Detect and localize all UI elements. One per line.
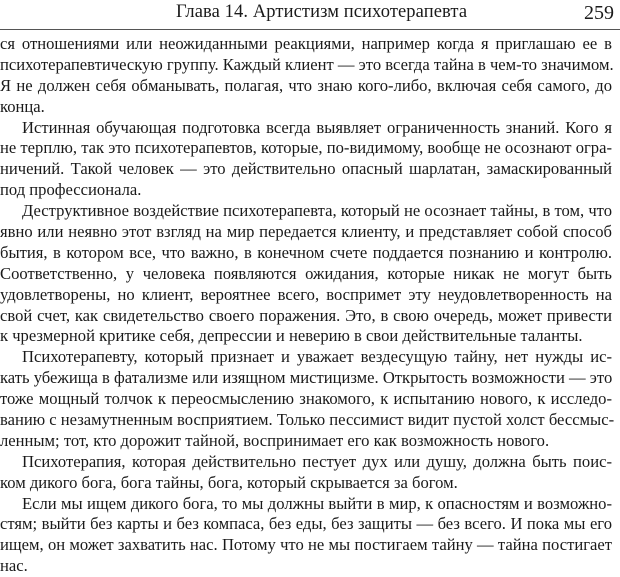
text-line: свой счет, как свидетельство своего поражения. Это, в свою очередь, может привести	[0, 305, 612, 325]
text-line: ищем, он может захватить нас. Потому что не мы постигаем тайну — тайна постигает	[0, 535, 612, 555]
text-line: к чрезмерной критике себя, депрессии и неверию в свои действительные таланты.	[0, 326, 583, 346]
header-rule	[0, 29, 620, 30]
text-line: Деструктивное воздействие психотерапевта, который не осознает тайны, в том, что	[22, 201, 612, 221]
body-text	[0, 34, 620, 577]
text-line: конца.	[0, 96, 45, 116]
chapter-title: Глава 14. Артистизм психотерапевта	[176, 2, 468, 22]
running-header	[0, 2, 620, 28]
text-line: ванию с незамутненным восприятием. Только пессимист видит пустой холст бессмыс-	[0, 410, 615, 430]
text-line: Истинная обучающая подготовка всегда выявляет ограниченность знаний. Кого я	[22, 117, 612, 137]
text-line: ленным; тот, кто дорожит тайной, воспринимает его как возможность нового.	[0, 430, 550, 450]
text-line: ничений. Такой человек — это действительно опасный шарлатан, замаскированный	[0, 159, 612, 179]
text-line: не терплю, так это психотерапевтов, которые, по-видимому, вообще не осознают огра-	[0, 138, 612, 158]
text-line: удовлетворены, но клиент, вероятнее всего, воспримет эту неудовлетворенность на	[0, 284, 612, 304]
text-line: Психотерапия, которая действительно пестует дух или душу, должна быть поис-	[22, 451, 612, 471]
text-line: кать убежища в фатализме или изящном мистицизме. Открытость возможности — это	[0, 368, 613, 388]
text-line: Я не должен себя обманывать, полагая, что знаю кого-либо, включая себя самого, до	[0, 75, 612, 95]
text-line: Если мы ищем дикого бога, то мы должны выйти в мир, к опасностям и возможно-	[22, 493, 612, 513]
text-line: нас.	[0, 556, 28, 576]
text-line: Соответственно, у человека появляются ожидания, которые никак не могут быть	[0, 263, 612, 283]
text-line: под профессионала.	[0, 180, 142, 200]
text-line: ком дикого бога, бога тайны, бога, который скрывается за богом.	[0, 472, 458, 492]
text-line: психотерапевтическую группу. Каждый клиент — это всегда тайна в чем-то значимом.	[0, 54, 614, 74]
text-line: стям; выйти без карты и без компаса, без еды, без защиты — без всего. И пока мы его	[0, 514, 612, 534]
text-line: ся отношениями или неожиданными реакциями, например когда я приглашаю ее в	[0, 34, 612, 53]
page-number: 259	[584, 2, 614, 24]
text-line: Психотерапевту, который признает и уважает вездесущую тайну, нет нужды ис-	[22, 347, 612, 367]
text-line: явно или неявно этот взгляд на мир передается клиенту, и представляет собой способ	[0, 222, 612, 242]
text-line: тоже мощный толчок к переосмыслению знакомого, к испытанию нового, к исследо-	[0, 389, 612, 409]
text-line: бытия, в котором все, что важно, в конечном счете поддается познанию и контролю.	[0, 242, 612, 262]
